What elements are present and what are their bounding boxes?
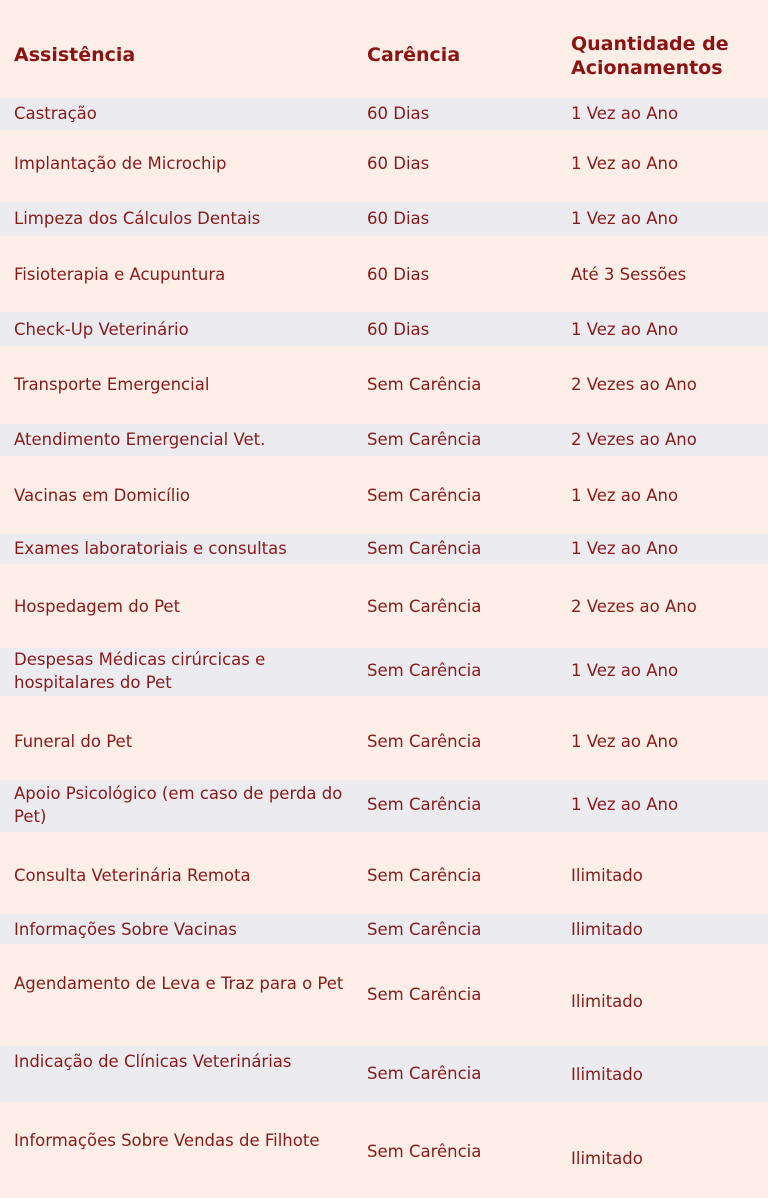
cell-assistencia: Check-Up Veterinário	[14, 320, 189, 339]
cell-quantidade: 2 Vezes ao Ano	[571, 430, 697, 449]
table-row	[0, 130, 768, 192]
cell-assistencia: Transporte Emergencial	[14, 375, 210, 394]
cell-assistencia: Consulta Veterinária Remota	[14, 866, 251, 885]
table-row	[0, 98, 768, 130]
table-row	[0, 312, 768, 346]
cell-carencia: Sem Carência	[367, 866, 482, 885]
cell-assistencia: Hospedagem do Pet	[14, 597, 181, 616]
cell-carencia: Sem Carência	[367, 486, 482, 505]
cell-carencia: Sem Carência	[367, 920, 482, 939]
cell-assistencia: Agendamento de Leva e Traz para o Pet	[14, 974, 344, 993]
cell-carencia: 60 Dias	[367, 104, 430, 123]
table-row	[0, 202, 768, 236]
cell-quantidade: Ilimitado	[571, 992, 643, 1011]
cell-assistencia: Despesas Médicas cirúrcicas e hospitalares do Pet	[14, 650, 266, 692]
cell-quantidade: Até 3 Sessões	[571, 265, 687, 284]
cell-assistencia: Implantação de Microchip	[14, 154, 227, 173]
cell-carencia: Sem Carência	[367, 430, 482, 449]
cell-carencia: Sem Carência	[367, 795, 482, 814]
cell-carencia: Sem Carência	[367, 732, 482, 751]
cell-carencia: Sem Carência	[367, 375, 482, 394]
cell-quantidade: Ilimitado	[571, 920, 643, 939]
table-row	[0, 1046, 768, 1102]
table-row	[0, 832, 768, 914]
cell-quantidade: Ilimitado	[571, 1149, 643, 1168]
cell-assistencia: Fisioterapia e Acupuntura	[14, 265, 226, 284]
cell-assistencia: Informações Sobre Vendas de Filhote	[14, 1131, 320, 1150]
table-row	[0, 1102, 768, 1198]
cell-carencia: Sem Carência	[367, 1142, 482, 1161]
cell-quantidade: Ilimitado	[571, 1065, 643, 1084]
table-row	[0, 780, 768, 832]
cell-quantidade: Ilimitado	[571, 866, 643, 885]
cell-carencia: 60 Dias	[367, 154, 430, 173]
cell-assistencia: Indicação de Clínicas Veterinárias	[14, 1052, 292, 1071]
table-row	[0, 696, 768, 780]
cell-assistencia: Castração	[14, 104, 97, 123]
table-row	[0, 914, 768, 944]
cell-assistencia: Exames laboratoriais e consultas	[14, 539, 287, 558]
cell-quantidade: 1 Vez ao Ano	[571, 795, 679, 814]
cell-carencia: Sem Carência	[367, 597, 482, 616]
cell-assistencia: Funeral do Pet	[14, 732, 133, 751]
cell-quantidade: 1 Vez ao Ano	[571, 209, 679, 228]
cell-quantidade: 2 Vezes ao Ano	[571, 597, 697, 616]
cell-carencia: Sem Carência	[367, 539, 482, 558]
cell-carencia: Sem Carência	[367, 661, 482, 680]
cell-assistencia: Informações Sobre Vacinas	[14, 920, 237, 939]
header-carencia: Carência	[367, 44, 461, 66]
table-row	[0, 648, 768, 696]
table-row	[0, 534, 768, 564]
cell-assistencia: Limpeza dos Cálculos Dentais	[14, 209, 261, 228]
table-row	[0, 944, 768, 1046]
cell-quantidade: 1 Vez ao Ano	[571, 661, 679, 680]
cell-carencia: 60 Dias	[367, 265, 430, 284]
table-header	[0, 0, 768, 98]
cell-carencia: 60 Dias	[367, 320, 430, 339]
cell-assistencia: Apoio Psicológico (em caso de perda do Pet)	[14, 784, 343, 826]
table-row	[0, 456, 768, 534]
cell-carencia: Sem Carência	[367, 1064, 482, 1083]
cell-carencia: Sem Carência	[367, 985, 482, 1004]
header-quantidade: Quantidade de Acionamentos	[571, 33, 729, 79]
cell-carencia: 60 Dias	[367, 209, 430, 228]
cell-quantidade: 2 Vezes ao Ano	[571, 375, 697, 394]
table-row	[0, 424, 768, 456]
cell-assistencia: Atendimento Emergencial Vet.	[14, 430, 266, 449]
header-assistencia: Assistência	[14, 44, 136, 66]
cell-quantidade: 1 Vez ao Ano	[571, 732, 679, 751]
cell-quantidade: 1 Vez ao Ano	[571, 539, 679, 558]
table-row	[0, 346, 768, 424]
cell-quantidade: 1 Vez ao Ano	[571, 154, 679, 173]
table-row	[0, 236, 768, 312]
table-row	[0, 564, 768, 648]
cell-assistencia: Vacinas em Domicílio	[14, 486, 191, 505]
cell-quantidade: 1 Vez ao Ano	[571, 320, 679, 339]
cell-quantidade: 1 Vez ao Ano	[571, 104, 679, 123]
cell-quantidade: 1 Vez ao Ano	[571, 486, 679, 505]
